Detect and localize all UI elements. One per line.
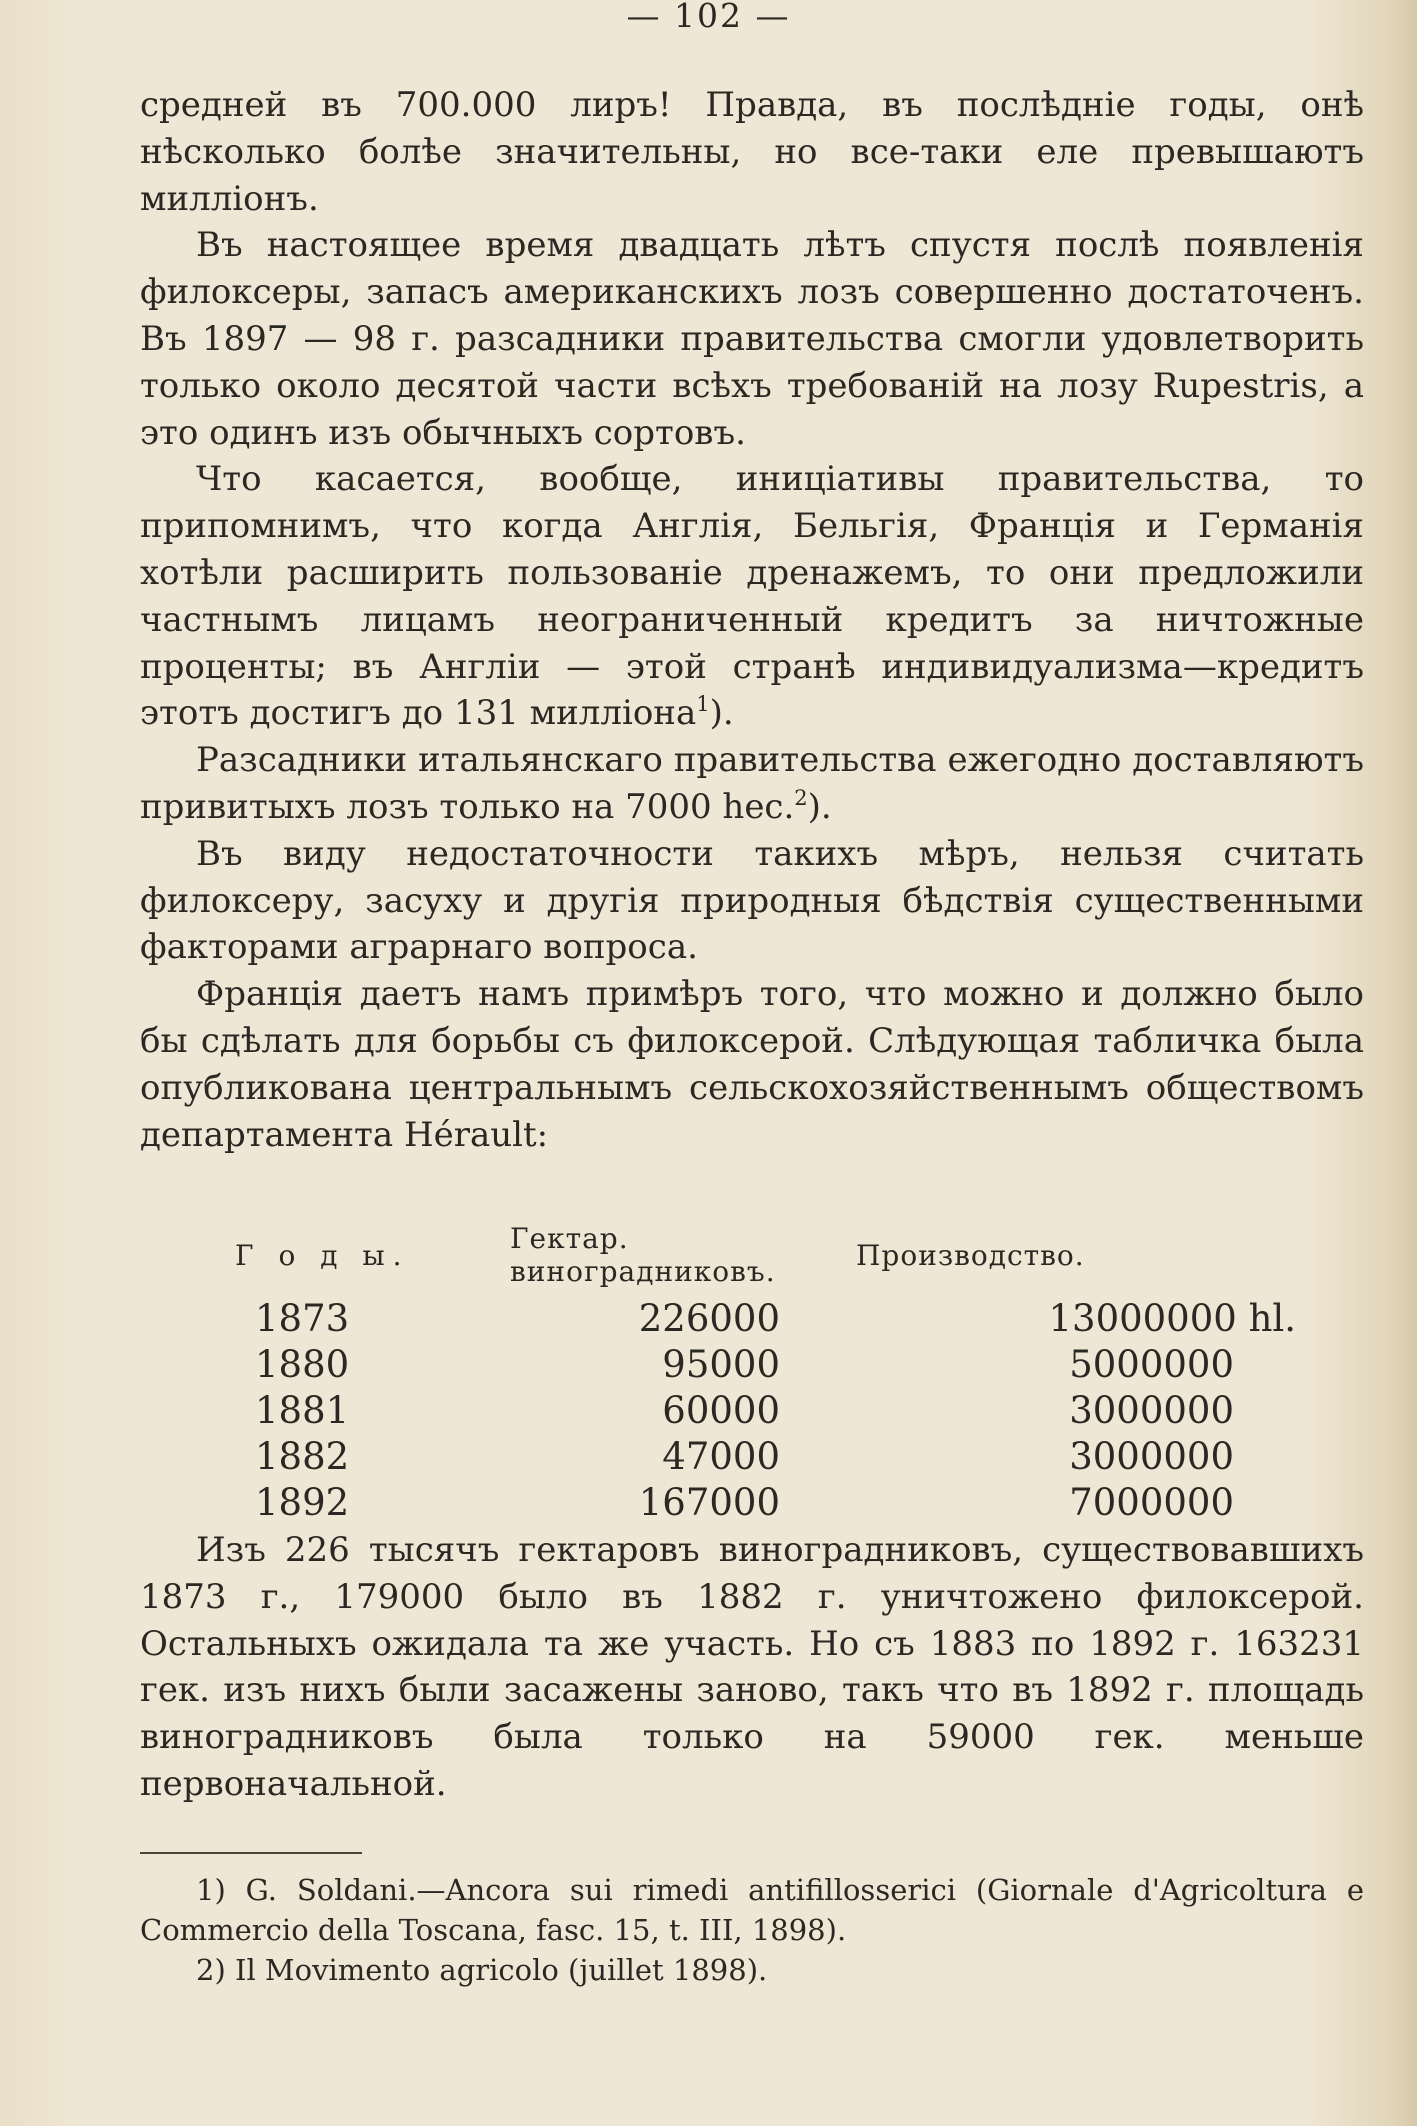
- footnote-1: 1) G. Soldani.—Ancora sui rimedi antifillosserici (Giornale d'Agricoltura e Commercio della Toscana, fasc. 15, t. III, 1898).: [140, 1873, 1364, 1947]
- page-number: — 102 —: [626, 0, 791, 35]
- year-cell: 1881: [255, 1389, 350, 1432]
- header-years: Г о д ы.: [235, 1238, 410, 1272]
- year-cell: 1880: [255, 1343, 350, 1386]
- footnote-divider: [140, 1852, 362, 1854]
- paragraph-4: [140, 737, 1364, 831]
- paragraph-4-text: Разсадники итальянскаго правительства ежегодно доставляютъ привитыхъ лозъ только на 7000 hec.: [140, 740, 1364, 827]
- paragraph-4-tail: ).: [807, 786, 832, 827]
- paragraph-3-tail: ).: [709, 693, 734, 734]
- year-cell: 1892: [255, 1481, 350, 1524]
- paragraph-1: средней въ 700.000 лиръ! Правда, въ послѣдніе годы, онѣ нѣсколько болѣе значительны, но все-таки еле превышаютъ милліонъ.: [140, 85, 1364, 219]
- hectares-cell: 167000: [638, 1481, 780, 1524]
- production-cell: 7000000: [1069, 1481, 1234, 1524]
- table-row: [220, 1480, 1296, 1526]
- footnote-ref-2: 2: [794, 785, 808, 810]
- year-cell: 1873: [255, 1297, 350, 1340]
- hectares-cell: 47000: [662, 1435, 780, 1478]
- year-cell: 1882: [255, 1435, 350, 1478]
- table-row: [220, 1342, 1296, 1388]
- footnote-ref-1: 1: [696, 692, 710, 717]
- hectares-cell: 60000: [662, 1389, 780, 1432]
- paragraph-3-text: Что касается, вообще, иниціативы правительства, то припомнимъ, что когда Англія, Бельгія, Франція и Германія хотѣли расширить пользованіе дренажемъ, то они предложили частнымъ лицамъ неограниченный кредитъ за ничтожные проценты; въ Англіи — этой странѣ индивидуализма—кредитъ этотъ достигъ до 131 милліона: [140, 459, 1364, 734]
- production-cell: 3000000: [1069, 1389, 1234, 1432]
- table-header-row: [220, 1222, 1296, 1296]
- table-row: [220, 1388, 1296, 1434]
- paragraph-5: Въ виду недостаточности такихъ мѣръ, нельзя считать филоксеру, засуху и другія природныя бѣдствія существенными факторами аграрнаго вопроса.: [140, 833, 1364, 968]
- footnote-2: 2) Il Movimento agricolo (juillet 1898).: [196, 1953, 768, 1987]
- vineyard-statistics-table: [220, 1222, 1296, 1526]
- hectares-cell: 226000: [638, 1297, 780, 1340]
- header-production: Производство.: [856, 1238, 1085, 1272]
- header-hectares: Гектар. виноградниковъ.: [510, 1222, 776, 1288]
- paragraph-6: Франція даетъ намъ примѣръ того, что можно и должно было бы сдѣлать для борьбы съ филоксерой. Слѣдующая табличка была опубликована центральнымъ сельскохозяйственнымъ обществомъ департамента Hérault:: [140, 974, 1364, 1155]
- table-row: [220, 1434, 1296, 1480]
- body-text-bottom: [140, 1527, 1364, 1808]
- production-cell: 13000000 hl.: [1048, 1297, 1296, 1340]
- production-cell: 3000000: [1069, 1435, 1234, 1478]
- paragraph-3: [140, 456, 1364, 737]
- footnotes: [140, 1870, 1364, 1990]
- body-text-top: [140, 82, 1364, 1158]
- paragraph-2: Въ настоящее время двадцать лѣтъ спустя послѣ появленія филоксеры, запасъ американскихъ лозъ совершенно достаточенъ. Въ 1897 — 98 г. разсадники правительства смогли удовлетворить только около десятой части всѣхъ требованій на лозу Rupestris, а это одинъ изъ обычныхъ сортовъ.: [140, 225, 1364, 453]
- hectares-cell: 95000: [662, 1343, 780, 1386]
- table-row: [220, 1296, 1296, 1342]
- paragraph-7: Изъ 226 тысячъ гектаровъ виноградниковъ, существовавшихъ 1873 г., 179000 было въ 1882 г. уничтожено филоксерой. Остальныхъ ожидала та же участь. Но съ 1883 по 1892 г. 163231 гек. изъ нихъ были засажены заново, такъ что въ 1892 г. площадь виноградниковъ была только на 59000 гек. меньше первоначальной.: [140, 1530, 1364, 1804]
- production-cell: 5000000: [1069, 1343, 1234, 1386]
